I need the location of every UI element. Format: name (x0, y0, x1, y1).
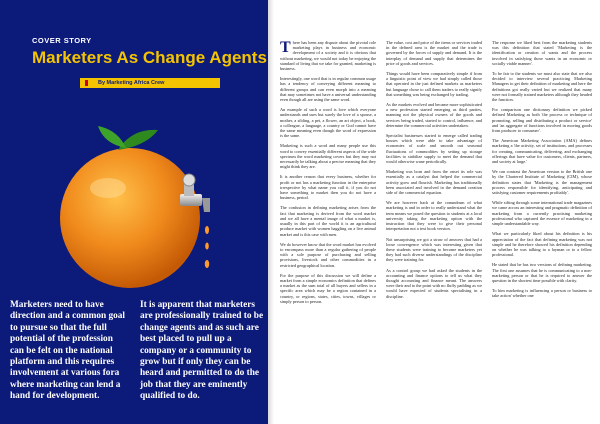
paragraph: As a control group we had asked the students in the accounting and finance options to tell us what they thought accounting and finance meant. The answers were their and to the point with no fluffy padding as we would have expected of students specialising in a discipline. (386, 267, 482, 299)
article-column-1 (280, 40, 376, 309)
orange-fruit-illustration (48, 118, 228, 298)
paragraph: We are however back at the conundrum of what marketing is and in order to really understand what the term means we posed the question to students at a local university taking the marketing option with the instruction that they were to give their personal interpretation not a text book version. (386, 200, 482, 232)
paragraph: The confusion in defining marketing arises from the fact that marketing is derived from the word market and we all have a mental image of what a market is, usually in this part of the world it is an agricultural produce market with women haggling on a live animal market and is this case with men. (280, 205, 376, 237)
pull-quote-right: It is apparent that marketers are professionally trained to be change agents and as such are best placed to pull up a company or a community to grow but if only they can be heard and permitted to do the job that they are eminently qualified to do. (140, 300, 264, 402)
byline-text: By Marketing Africa Crew (98, 80, 165, 86)
byline-flag-icon (85, 80, 93, 86)
paragraph: What we particularly liked about his definition is his appreciation of the fact that defining marketing was not simple and he therefore showed his definition depending on whether he was talking to a layman or to a fellow professional. (492, 231, 592, 258)
paragraph: Not unsurprising we got a straw of answers that had a loose convergence which was interesting given that these students were training to become marketers yet they had such diverse understandings of the discipline they were training for. (386, 236, 482, 263)
paragraph: While sifting through some international trade magazines we came across an interesting and pragmatic definition of marketing from a currently practising marketing professional who captured the essence of marketing in a simple understandable way. (492, 200, 592, 227)
section-kicker: COVER STORY (32, 36, 92, 45)
paragraph: Interestingly, one word that is in regular common usage has a tendency of conveying different meaning to different groups and can even morph into a meaning that may sometimes not have a universal understanding even though all are using the same word. (280, 76, 376, 103)
paragraph: To him marketing is influencing a person or business to take action' whether one (492, 288, 592, 299)
paragraph: We do however know that the word market has evolved to encompass more than a regular gathering of people with a sole purpose of purchasing and selling provisions, livestock and other commodities in a restricted geographical location. (280, 241, 376, 268)
paragraph: Things would have been comparatively simple if from a linguistic point of view we had simply called those that operated in the just defined markets as marketers but language chose to call them traders to really signify that something was being exchanged by trading. (386, 71, 482, 97)
paragraph: Specialist businesses started to emerge called trading houses which were able to take advantage of economies of scale and smooth out seasonal fluctuations of commodities by setting up storage facilities to stabilize supply to meet the demand that would otherwise wane periodically. (386, 133, 482, 165)
paragraph-text: here has been any dispute about the pivotal role marketing plays in business and economic development of a society and it is obvious that without marketing, we would not today be enjoying the standard of living that we take for granted, marketing is business. (280, 40, 376, 72)
paragraph: The response we liked best from the marketing students was this definition that stated 'Marketing is the identification or creation of wants and the process involved in satisfying those wants in an economic or socially viable manner'. (492, 40, 592, 66)
paragraph: It is another reason that every business, whether for profit or not has a marketing function in the enterprise irrespective by what name you call it, if you do not have something to market then you do not have a business, period. (280, 174, 376, 201)
paragraph (280, 40, 376, 71)
paragraph: Marketing was born and from the onset its role was essentially as a catalyst that helped the commercial activity grow and flourish. Marketing has traditionally been associated and involved in the demand creation side of the commercial equation. (386, 169, 482, 196)
paragraph: Marketing is such a word and many people use this word to convey essentially different aspects of the wide spectrum the word marketing covers but they may not necessarily be talking about a precise meaning that they might think they are. (280, 143, 376, 170)
paragraph: To be fair to the students we must also state that we also decided to interview several practicing Marketing Managers to get their definition of marketing and here the definitions got really varied but we realized that many were not formally trained marketers although they headed the function. (492, 71, 592, 103)
article-column-2 (386, 40, 482, 304)
paragraph: He stated that he has two versions of defining marketing. The first one assumes that he is communicating to a non-marketing person or that he is required to answer the question in the shortest time possible with clarity. (492, 262, 592, 283)
paragraph: The American Marketing Association (AMA) defines marketing a 'the activity, set of institutions, and processes for creating, communicating, delivering, and exchanging offerings that have value for customers, clients, partners, and society at large.' (492, 138, 592, 165)
paragraph: For comparison one dictionary definition we picked defined Marketing as both 'the process or technique of promoting, selling and distributing a product or service' and 'an aggregate of functions involved in moving goods from producer to consumer'. (492, 107, 592, 134)
byline-bar (80, 78, 220, 88)
paragraph: For the purpose of this discussion we will define a market from a simple economics definition that defines a market as the sum total of all buyers and sellers in a specific area which may be a region contained in a country, or regions, states, cities, towns, villages or simply person to person. (280, 272, 376, 304)
article-column-3 (492, 40, 592, 304)
page-gutter (268, 0, 274, 424)
paragraph: The value, cost and price of the items or services traded in the defined area is the market and the trade is governed by the forces of supply and demand. It is the interplay of demand and supply that determines the price of goods and services. (386, 40, 482, 66)
pull-quote-left: Marketers need to have direction and a common goal to pursue so that the full potential of the profession can be felt on the national platform and this requires involvement at various fora where marketing can lend a hand for development. (10, 300, 126, 402)
article-title: Marketers As Change Agents (32, 48, 267, 67)
paragraph: An example of such a word is love which everyone understands and uses but surely the love of a spouse, a mother, a sibling, a pet, a flower, an art object, a book, a colleague, a language, a country or God cannot have the same meaning even though the word of expression is the same. (280, 107, 376, 139)
paragraph: We can contrast the American version to the British one by the Chartered Institute of Marketing (CIM), whose definition states that 'Marketing is the management process responsible for identifying, anticipating and satisfying customer requirements profitably'. (492, 169, 592, 196)
cover-panel (0, 0, 268, 424)
paragraph: As the markets evolved and became more sophisticated a new profession started emerging as third parties, manning not the physical owners of the goods and services being traded, started to control, influence, and determine the commercial activities undertaken. (386, 102, 482, 128)
drop-cap: T (280, 39, 291, 56)
